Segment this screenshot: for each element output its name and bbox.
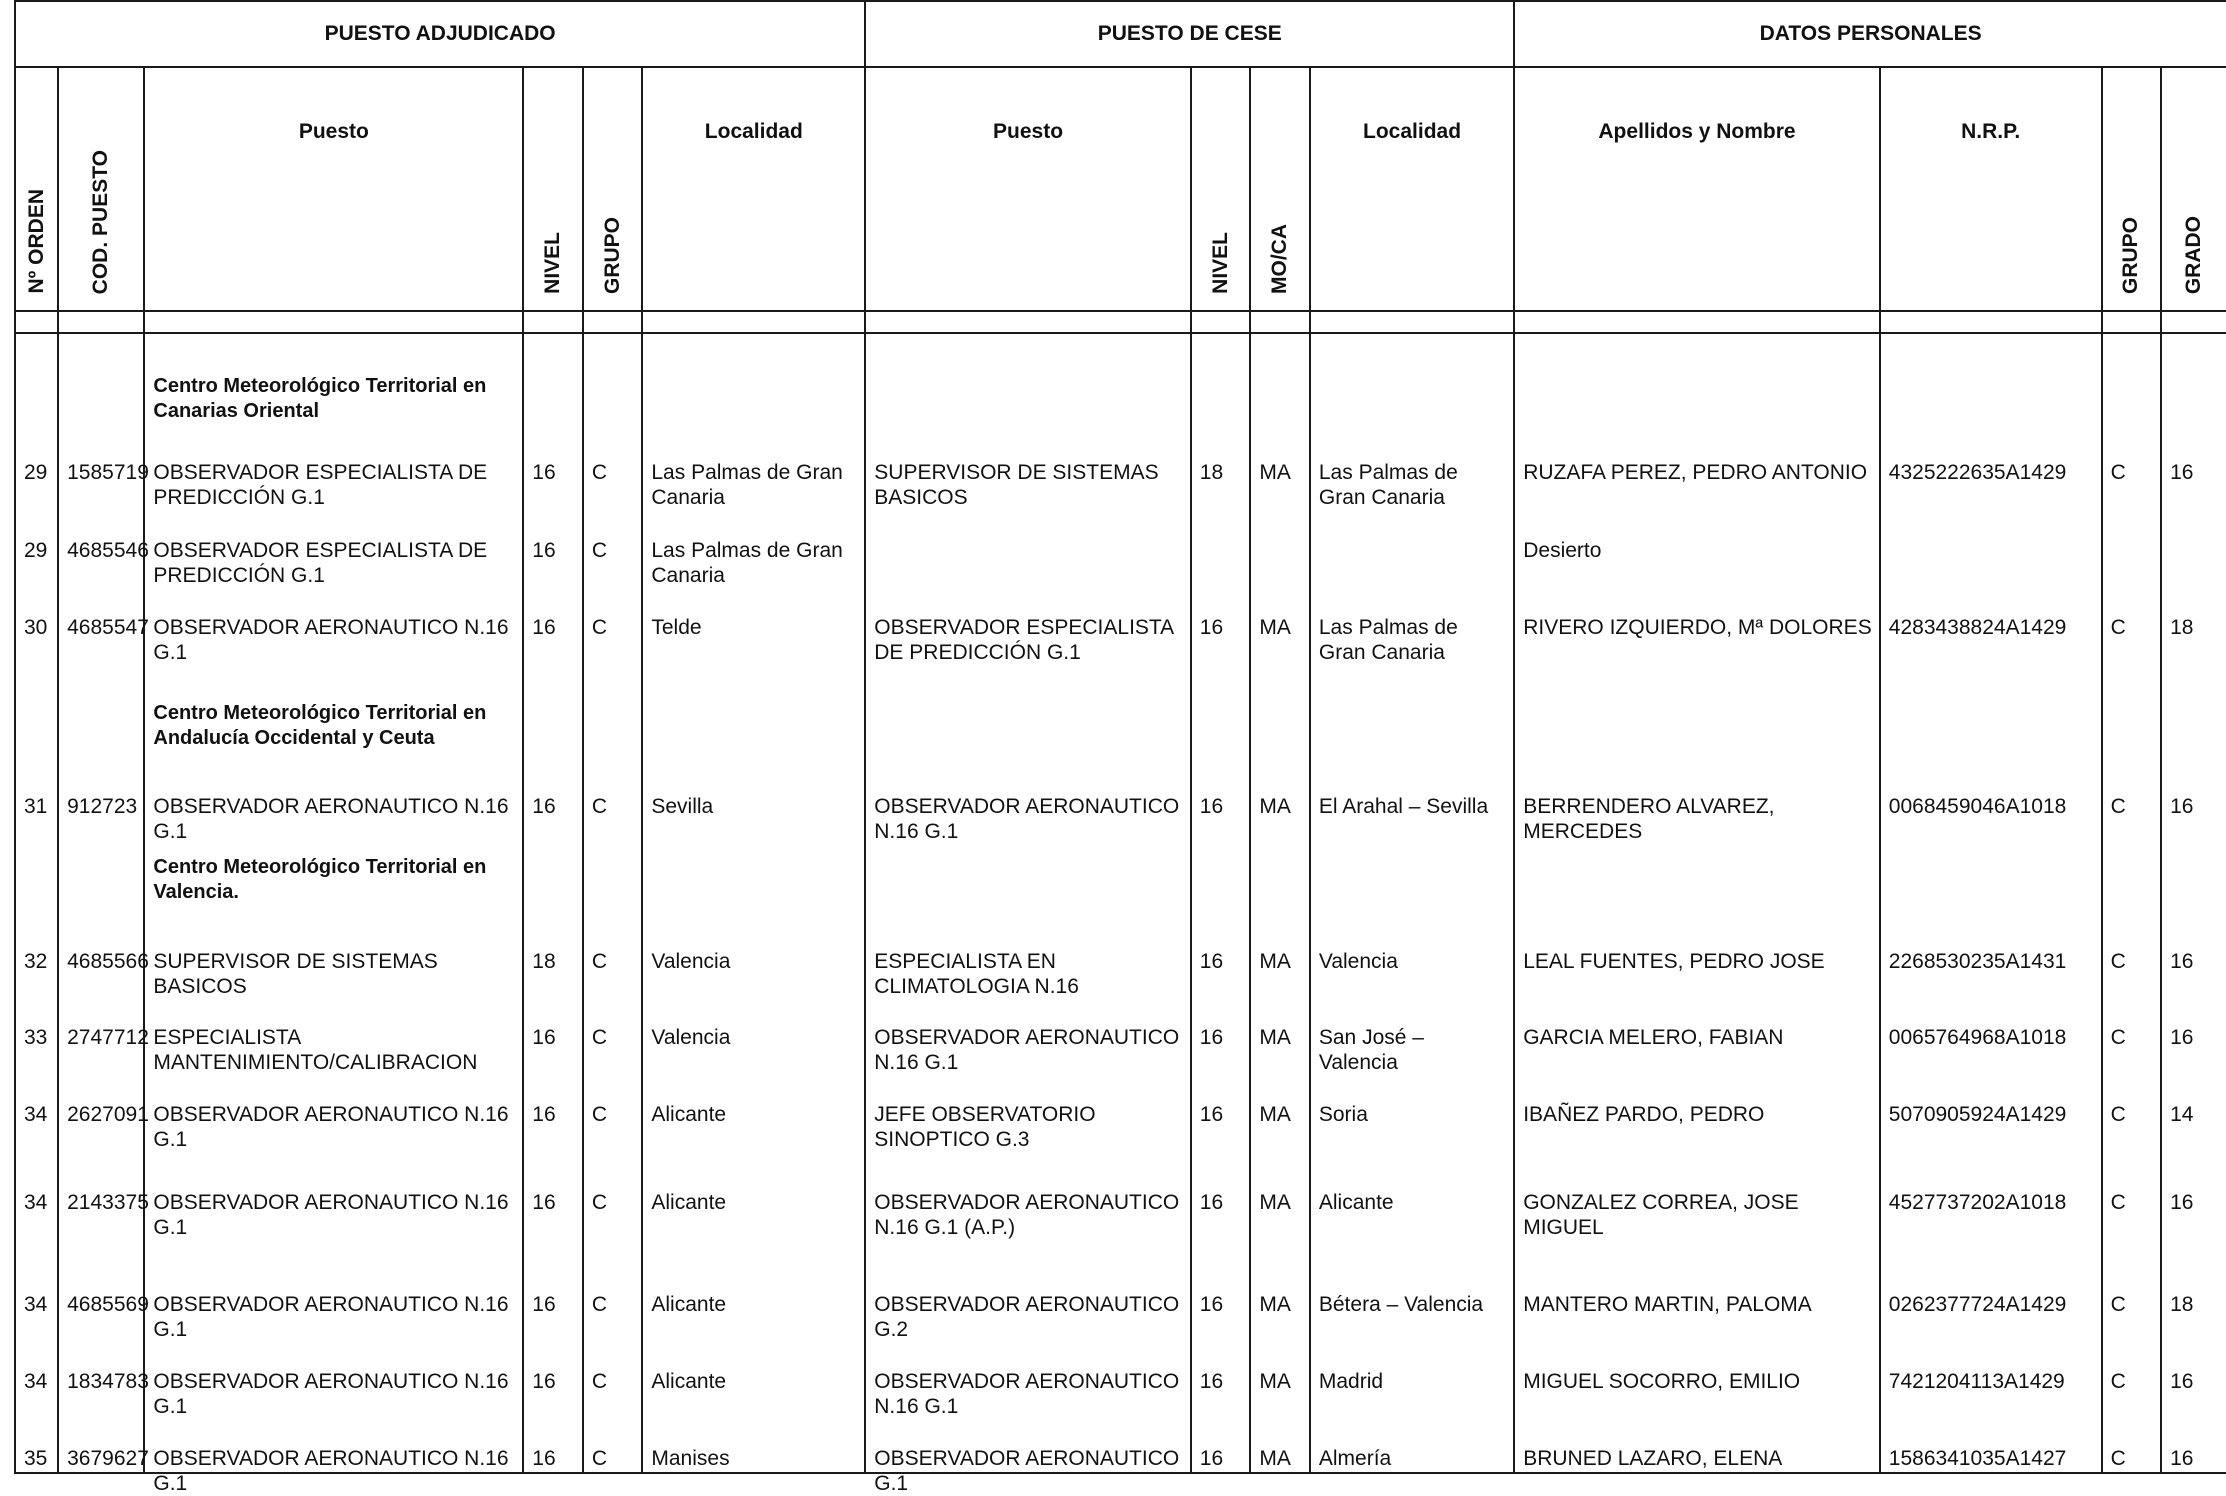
table-cell-puesto: OBSERVADOR AERONAUTICO N.16 G.1	[153, 616, 509, 664]
table-cell-grado: 16	[2170, 795, 2194, 818]
table-cell-nivel: 16	[532, 1103, 556, 1126]
col-header-personal-grupo: GRUPO	[2102, 67, 2162, 311]
table-cell-cod: 4685566	[67, 950, 149, 973]
table-cell-moca: MA	[1259, 1026, 1291, 1049]
table-cell-nivel: 16	[532, 1293, 556, 1316]
table-cell-cese-puesto: OBSERVADOR AERONAUTICO G.2	[874, 1293, 1180, 1341]
table-cell-grupo: C	[591, 616, 607, 639]
column-localidad	[643, 334, 864, 1472]
table-cell-nrp: 2268530235A1431	[1888, 950, 2067, 973]
table-cell-cese-localidad: El Arahal – Sevilla	[1318, 795, 1489, 818]
group-header-row	[15, 1, 2226, 67]
table-cell-nombre: MANTERO MARTIN, PALOMA	[1523, 1293, 1812, 1316]
table-cell-orden: 29	[24, 461, 48, 484]
table-cell-p-grupo: C	[2110, 1370, 2126, 1393]
table-cell-nivel: 16	[532, 1026, 556, 1049]
table-cell-grupo: C	[591, 1191, 607, 1214]
table-cell-cese-nivel: 16	[1199, 1191, 1224, 1214]
table-cell-localidad: Alicante	[651, 1293, 727, 1316]
table-cell-cod: 2627091	[67, 1103, 149, 1126]
col-header-orden: Nº ORDEN	[15, 67, 58, 311]
table-cell-grupo: C	[591, 1370, 607, 1393]
table-cell-moca: MA	[1259, 1293, 1291, 1316]
column-nombre	[1515, 334, 1879, 1472]
table-cell-p-grupo: C	[2110, 1191, 2126, 1214]
col-header-nombre: Apellidos y Nombre	[1514, 67, 1880, 311]
table-cell-cese-puesto: OBSERVADOR AERONAUTICO N.16 G.1 (A.P.)	[874, 1191, 1180, 1239]
section-heading: Centro Meteorológico Territorial en Canarias Oriental	[153, 375, 487, 422]
table-cell-puesto: ESPECIALISTA MANTENIMIENTO/CALIBRACION	[153, 1026, 478, 1074]
table-cell-cod: 1834783	[67, 1370, 149, 1393]
table-cell-cese-localidad: Alicante	[1318, 1191, 1394, 1214]
table-cell-puesto: OBSERVADOR AERONAUTICO N.16 G.1	[153, 1103, 509, 1151]
table-cell-nivel: 18	[532, 950, 556, 973]
table-cell-grado: 16	[2170, 1370, 2194, 1393]
table-cell-grupo: C	[591, 1447, 607, 1470]
table-cell-nrp: 5070905924A1429	[1888, 1103, 2067, 1126]
table-cell-puesto: OBSERVADOR AERONAUTICO N.16 G.1	[153, 1447, 509, 1495]
table-cell-orden: 34	[24, 1191, 48, 1214]
table-cell-cese-puesto: OBSERVADOR ESPECIALISTA DE PREDICCIÓN G.1	[874, 616, 1174, 664]
table-cell-grado: 18	[2170, 616, 2194, 639]
table-cell-moca: MA	[1259, 461, 1291, 484]
col-header-cese-localidad: Localidad	[1310, 67, 1514, 311]
table-cell-orden: 33	[24, 1026, 48, 1049]
table-cell-nrp: 4283438824A1429	[1888, 616, 2067, 639]
assignments-table	[14, 0, 2226, 1495]
table-cell-cod: 4685547	[67, 616, 149, 639]
table-cell-nrp: 7421204113A1429	[1888, 1370, 2065, 1393]
table-cell-grado: 16	[2170, 461, 2194, 484]
col-header-cese-puesto: Puesto	[865, 67, 1191, 311]
table-cell-localidad: Valencia	[651, 950, 731, 973]
table-cell-nombre: RIVERO IZQUIERDO, Mª DOLORES	[1523, 616, 1872, 639]
table-cell-nivel: 16	[532, 795, 556, 818]
table-cell-cese-localidad: Almería	[1318, 1447, 1392, 1470]
table-cell-localidad: Alicante	[651, 1191, 727, 1214]
table-cell-puesto: OBSERVADOR ESPECIALISTA DE PREDICCIÓN G.1	[153, 539, 488, 587]
table-cell-localidad: Las Palmas de Gran Canaria	[651, 539, 843, 587]
col-header-grado: GRADO	[2161, 67, 2226, 311]
table-cell-cod: 2143375	[67, 1191, 149, 1214]
table-cell-grado: 16	[2170, 1191, 2194, 1214]
table-cell-orden: 32	[24, 950, 48, 973]
column-header-row	[15, 67, 2226, 311]
col-header-nrp: N.R.P.	[1880, 67, 2102, 311]
table-cell-cod: 912723	[67, 795, 138, 818]
table-cell-p-grupo: C	[2110, 795, 2126, 818]
table-cell-grado: 16	[2170, 950, 2194, 973]
column-grupo	[584, 334, 642, 1472]
table-cell-localidad: Las Palmas de Gran Canaria	[651, 461, 843, 509]
table-cell-nombre: MIGUEL SOCORRO, EMILIO	[1523, 1370, 1801, 1393]
table-cell-orden: 34	[24, 1293, 48, 1316]
table-cell-cese-puesto: OBSERVADOR AERONAUTICO N.16 G.1	[874, 795, 1180, 843]
document-page	[14, 0, 2226, 1495]
table-cell-cese-puesto: SUPERVISOR DE SISTEMAS BASICOS	[874, 461, 1159, 509]
table-cell-cese-puesto: OBSERVADOR AERONAUTICO N.16 G.1	[874, 1026, 1180, 1074]
table-cell-puesto: OBSERVADOR AERONAUTICO N.16 G.1	[153, 795, 509, 843]
col-header-cese-nivel: NIVEL	[1191, 67, 1251, 311]
table-cell-grupo: C	[591, 1103, 607, 1126]
table-cell-cod: 4685546	[67, 539, 149, 562]
table-cell-cese-localidad: Madrid	[1318, 1370, 1384, 1393]
column-cese-localidad	[1311, 334, 1513, 1472]
table-cell-puesto: OBSERVADOR ESPECIALISTA DE PREDICCIÓN G.1	[153, 461, 488, 509]
header-spacer-row	[15, 311, 2226, 333]
table-cell-grado: 14	[2170, 1103, 2194, 1126]
table-cell-localidad: Manises	[651, 1447, 730, 1470]
table-cell-grupo: C	[591, 539, 607, 562]
table-cell-p-grupo: C	[2110, 950, 2126, 973]
table-cell-p-grupo: C	[2110, 1447, 2126, 1470]
table-cell-cese-nivel: 16	[1199, 1103, 1224, 1126]
table-cell-nrp: 4325222635A1429	[1888, 461, 2067, 484]
table-cell-p-grupo: C	[2110, 616, 2126, 639]
table-cell-cese-localidad: Las Palmas de Gran Canaria	[1318, 461, 1458, 509]
table-cell-nivel: 16	[532, 1370, 556, 1393]
table-cell-p-grupo: C	[2110, 1293, 2126, 1316]
table-cell-nombre: IBAÑEZ PARDO, PEDRO	[1523, 1103, 1765, 1126]
table-cell-nrp: 0262377724A1429	[1888, 1293, 2067, 1316]
column-moca	[1251, 334, 1309, 1472]
table-cell-cod: 1585719	[67, 461, 149, 484]
column-cese-puesto	[866, 334, 1190, 1495]
table-cell-cese-nivel: 16	[1199, 1026, 1224, 1049]
table-cell-moca: MA	[1259, 1191, 1291, 1214]
table-cell-cese-localidad: Soria	[1318, 1103, 1368, 1126]
group-datos-personales: DATOS PERSONALES	[1514, 1, 2226, 67]
column-nrp	[1881, 334, 2101, 1472]
table-cell-nivel: 16	[532, 461, 556, 484]
table-cell-nivel: 16	[532, 616, 556, 639]
table-cell-nrp: 0065764968A1018	[1888, 1026, 2067, 1049]
table-cell-localidad: Alicante	[651, 1103, 727, 1126]
table-cell-orden: 34	[24, 1103, 48, 1126]
section-heading: Centro Meteorológico Territorial en Valencia.	[153, 856, 487, 903]
col-header-puesto: Puesto	[144, 67, 523, 311]
column-cese-nivel	[1192, 334, 1250, 1472]
table-cell-nrp: 4527737202A1018	[1888, 1191, 2067, 1214]
table-cell-cese-puesto: ESPECIALISTA EN CLIMATOLOGIA N.16	[874, 950, 1079, 998]
table-cell-cese-localidad: Valencia	[1318, 950, 1398, 973]
table-cell-grupo: C	[591, 1026, 607, 1049]
table-cell-moca: MA	[1259, 1103, 1291, 1126]
table-cell-grupo: C	[591, 950, 607, 973]
table-cell-orden: 34	[24, 1370, 48, 1393]
table-cell-grupo: C	[591, 461, 607, 484]
table-cell-puesto: OBSERVADOR AERONAUTICO N.16 G.1	[153, 1370, 509, 1418]
column-personal-grupo	[2103, 334, 2161, 1472]
table-cell-orden: 31	[24, 795, 48, 818]
table-cell-orden: 30	[24, 616, 48, 639]
table-cell-localidad: Sevilla	[651, 795, 714, 818]
table-cell-puesto: SUPERVISOR DE SISTEMAS BASICOS	[153, 950, 438, 998]
section-heading: Centro Meteorológico Territorial en Andalucía Occidental y Ceuta	[153, 702, 487, 749]
table-cell-puesto: OBSERVADOR AERONAUTICO N.16 G.1	[153, 1293, 509, 1341]
table-cell-cese-localidad: Bétera – Valencia	[1318, 1293, 1484, 1316]
table-cell-nombre: GARCIA MELERO, FABIAN	[1523, 1026, 1784, 1049]
table-cell-cese-nivel: 16	[1199, 616, 1224, 639]
table-cell-grado: 16	[2170, 1026, 2194, 1049]
table-cell-cod: 2747712	[67, 1026, 149, 1049]
col-header-localidad: Localidad	[642, 67, 865, 311]
column-nivel	[524, 334, 582, 1472]
table-cell-cese-nivel: 18	[1199, 461, 1224, 484]
table-cell-localidad: Telde	[651, 616, 702, 639]
table-cell-cese-nivel: 16	[1199, 1293, 1224, 1316]
table-cell-cese-puesto: JEFE OBSERVATORIO SINOPTICO G.3	[874, 1103, 1096, 1151]
column-grado	[2162, 334, 2226, 1472]
table-cell-cese-nivel: 16	[1199, 950, 1224, 973]
col-header-grupo: GRUPO	[583, 67, 643, 311]
table-cell-nombre: GONZALEZ CORREA, JOSE MIGUEL	[1523, 1191, 1799, 1239]
table-cell-cese-nivel: 16	[1199, 1447, 1224, 1470]
table-cell-p-grupo: C	[2110, 1026, 2126, 1049]
table-cell-cese-nivel: 16	[1199, 795, 1224, 818]
table-cell-nombre: Desierto	[1523, 539, 1602, 562]
table-cell-puesto: OBSERVADOR AERONAUTICO N.16 G.1	[153, 1191, 509, 1239]
table-cell-grado: 16	[2170, 1447, 2194, 1470]
table-cell-p-grupo: C	[2110, 1103, 2126, 1126]
column-cod	[59, 334, 149, 1472]
table-cell-orden: 35	[24, 1447, 48, 1470]
column-puesto	[145, 334, 522, 1495]
col-header-nivel: NIVEL	[523, 67, 583, 311]
table-cell-nombre: BERRENDERO ALVAREZ, MERCEDES	[1523, 795, 1775, 843]
group-puesto-adjudicado: PUESTO ADJUDICADO	[15, 1, 865, 67]
table-cell-nrp: 1586341035A1427	[1888, 1447, 2067, 1470]
col-header-moca: MO/CA	[1250, 67, 1310, 311]
table-cell-localidad: Valencia	[651, 1026, 731, 1049]
table-cell-cese-localidad: San José – Valencia	[1318, 1026, 1424, 1074]
table-cell-cod: 4685569	[67, 1293, 149, 1316]
table-body-row	[15, 333, 2226, 1473]
table-cell-grupo: C	[591, 795, 607, 818]
table-cell-nrp: 0068459046A1018	[1888, 795, 2067, 818]
table-cell-localidad: Alicante	[651, 1370, 727, 1393]
table-cell-moca: MA	[1259, 616, 1291, 639]
table-cell-grado: 18	[2170, 1293, 2194, 1316]
table-cell-nombre: LEAL FUENTES, PEDRO JOSE	[1523, 950, 1825, 973]
table-cell-orden: 29	[24, 539, 48, 562]
table-cell-cese-nivel: 16	[1199, 1370, 1224, 1393]
col-header-cod-puesto: COD. PUESTO	[58, 67, 144, 311]
table-cell-cod: 3679627	[67, 1447, 149, 1470]
table-cell-grupo: C	[591, 1293, 607, 1316]
table-cell-moca: MA	[1259, 795, 1291, 818]
column-orden	[16, 334, 57, 1472]
table-cell-nombre: BRUNED LAZARO, ELENA	[1523, 1447, 1783, 1470]
table-cell-cese-localidad: Las Palmas de Gran Canaria	[1318, 616, 1458, 664]
table-cell-nombre: RUZAFA PEREZ, PEDRO ANTONIO	[1523, 461, 1868, 484]
table-cell-moca: MA	[1259, 950, 1291, 973]
table-cell-nivel: 16	[532, 539, 556, 562]
table-cell-nivel: 16	[532, 1447, 556, 1470]
table-cell-cese-puesto: OBSERVADOR AERONAUTICO G.1	[874, 1447, 1180, 1495]
table-cell-moca: MA	[1259, 1370, 1291, 1393]
table-cell-moca: MA	[1259, 1447, 1291, 1470]
group-puesto-de-cese: PUESTO DE CESE	[865, 1, 1514, 67]
table-cell-nivel: 16	[532, 1191, 556, 1214]
table-cell-cese-puesto: OBSERVADOR AERONAUTICO N.16 G.1	[874, 1370, 1180, 1418]
table-cell-p-grupo: C	[2110, 461, 2126, 484]
